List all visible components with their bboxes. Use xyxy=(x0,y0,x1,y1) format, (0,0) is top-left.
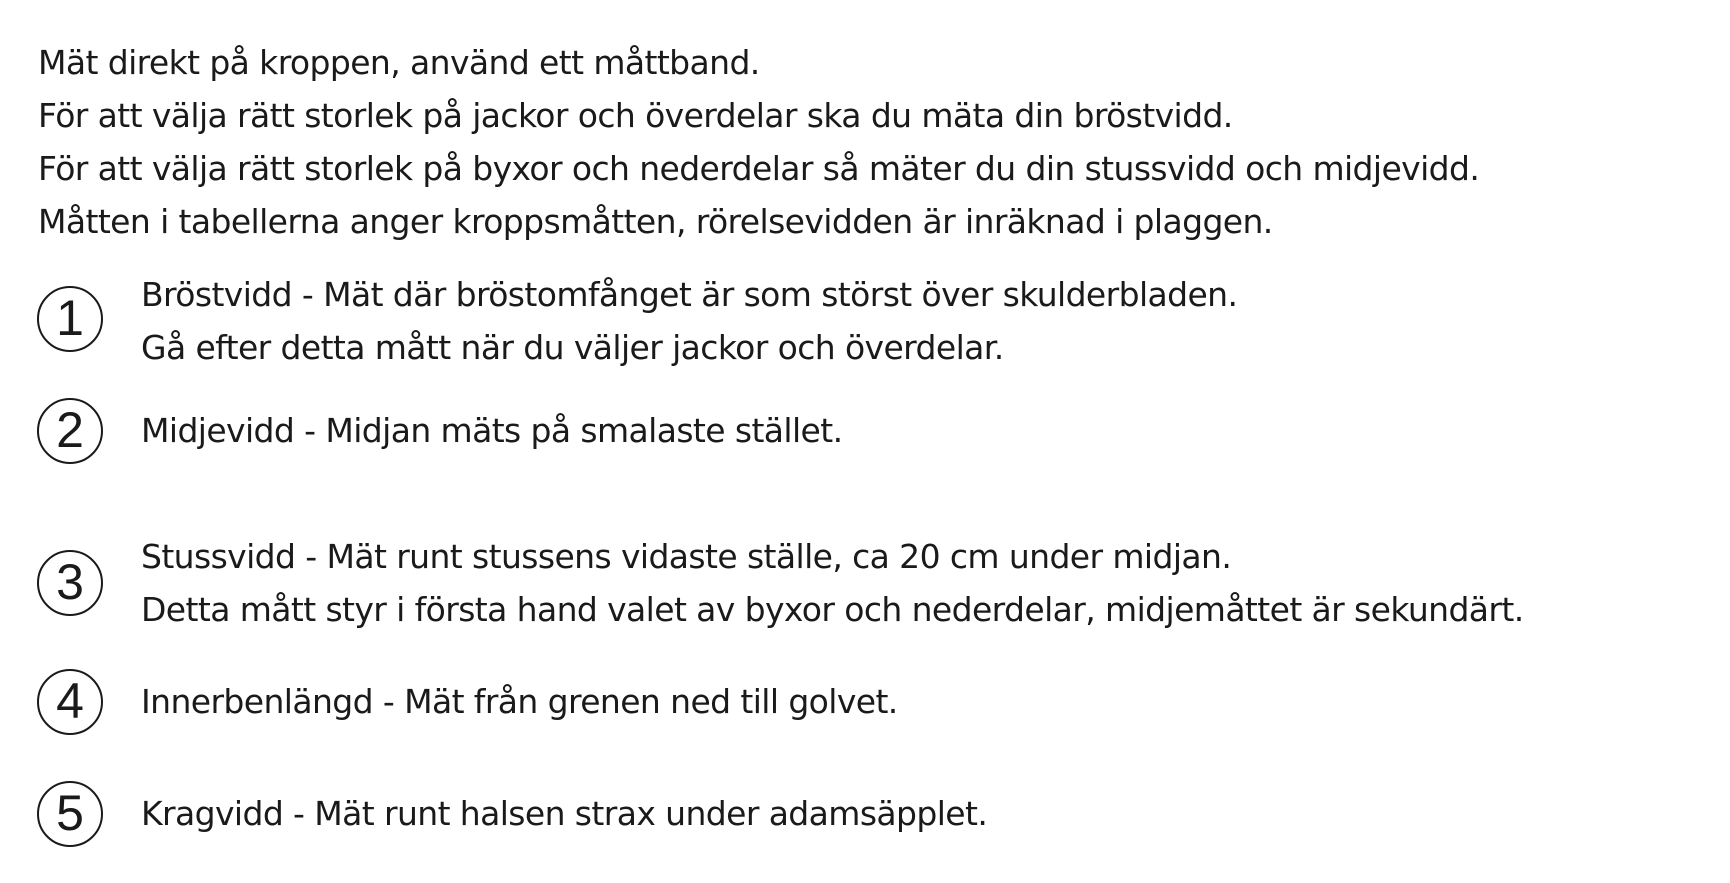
measurement-description xyxy=(141,675,898,728)
number-3-circle-icon: 3 xyxy=(37,550,103,616)
measurement-description xyxy=(141,404,842,457)
intro-paragraph xyxy=(38,36,1479,248)
number-5-circle-icon: 5 xyxy=(37,781,103,847)
measurement-description xyxy=(141,530,1524,636)
measurement-description xyxy=(141,268,1237,374)
number-2-circle-icon: 2 xyxy=(37,398,103,464)
intro-line: Måtten i tabellerna anger kroppsmåtten, rörelsevidden är inräknad i plaggen. xyxy=(38,202,1273,241)
intro-line: Mät direkt på kroppen, använd ett måttband. xyxy=(38,43,760,82)
measurement-line: Stussvidd - Mät runt stussens vidaste ställe, ca 20 cm under midjan. xyxy=(141,537,1232,576)
intro-line: För att välja rätt storlek på byxor och nederdelar så mäter du din stussvidd och midjevidd. xyxy=(38,149,1480,188)
measurement-line: Innerbenlängd - Mät från grenen ned till golvet. xyxy=(141,682,898,721)
measurement-line: Midjevidd - Midjan mäts på smalaste stället. xyxy=(141,411,843,450)
number-1-circle-icon: 1 xyxy=(37,286,103,352)
measurement-line: Gå efter detta mått när du väljer jackor och överdelar. xyxy=(141,328,1004,367)
number-4-circle-icon: 4 xyxy=(37,669,103,735)
intro-line: För att välja rätt storlek på jackor och överdelar ska du mäta din bröstvidd. xyxy=(38,96,1233,135)
measurement-line: Bröstvidd - Mät där bröstomfånget är som störst över skulderbladen. xyxy=(141,275,1238,314)
measurement-description xyxy=(141,787,987,840)
measurement-line: Detta mått styr i första hand valet av byxor och nederdelar, midjemåttet är sekundärt. xyxy=(141,590,1524,629)
measurement-line: Kragvidd - Mät runt halsen strax under adamsäpplet. xyxy=(141,794,988,833)
